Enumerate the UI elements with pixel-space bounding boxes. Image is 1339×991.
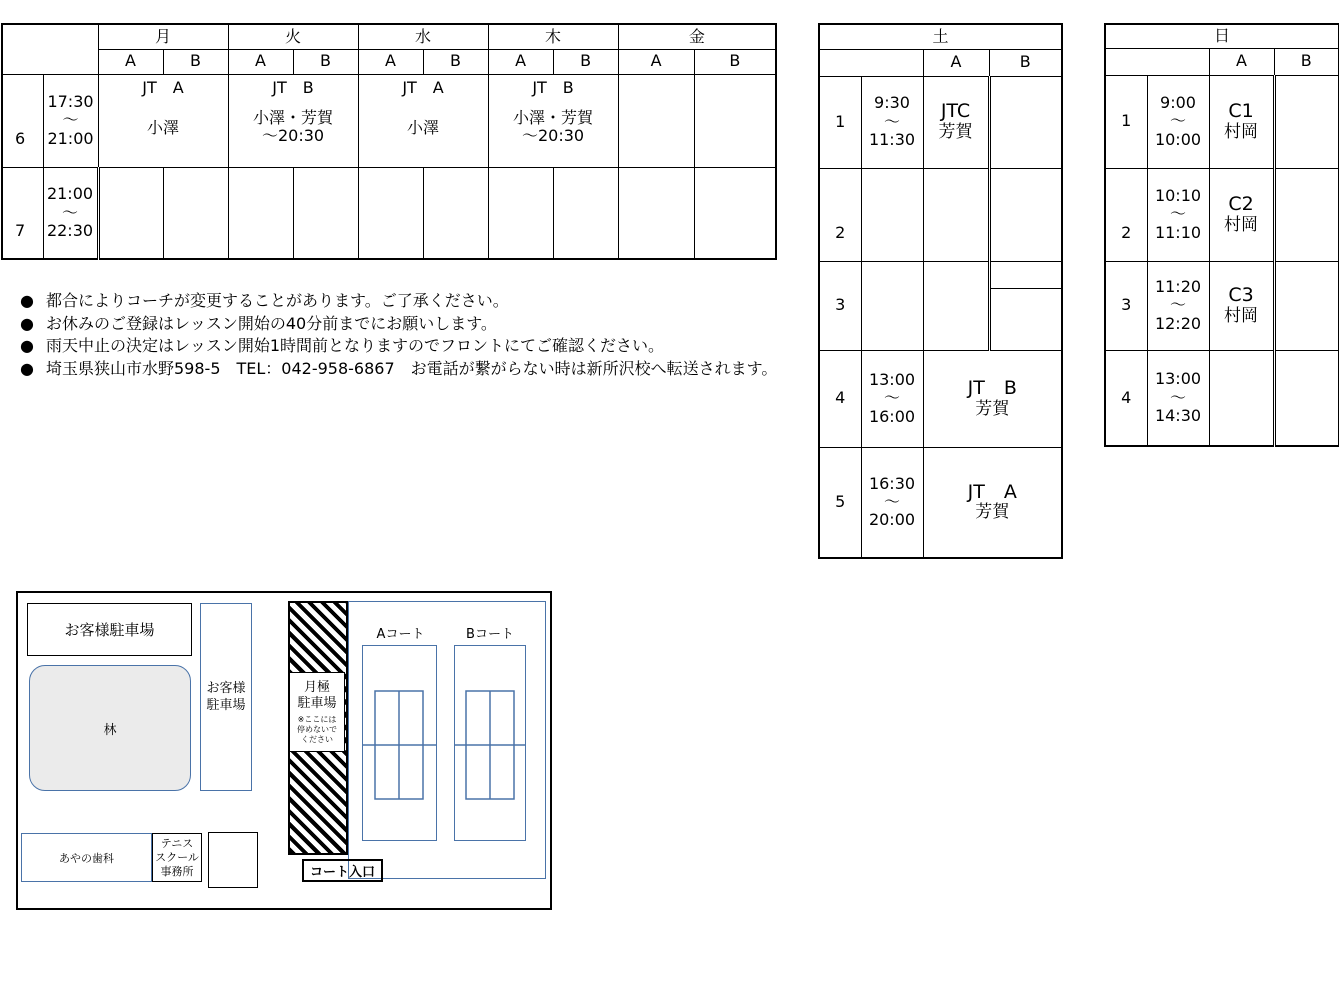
lesson-cell xyxy=(1209,168,1274,261)
time-tilde: ～ xyxy=(62,110,79,130)
lesson-code: C1 xyxy=(1228,99,1254,122)
corner-cell xyxy=(1105,48,1209,75)
court-b-label: Bコート xyxy=(466,627,514,642)
note-item: ● 都合によりコーチが変更することがあります。ご了承ください。 xyxy=(20,290,777,313)
empty-cell xyxy=(228,167,293,259)
time-start: 11:20 xyxy=(1154,276,1202,296)
day-header-thu: 木 xyxy=(488,24,618,49)
empty-cell xyxy=(553,167,618,259)
lesson-coach: 芳賀 xyxy=(975,398,1010,419)
time-start: 9:00 xyxy=(1160,92,1196,112)
court-entrance-label: コート入口 xyxy=(302,859,383,882)
court-header-a: A xyxy=(1209,48,1274,75)
note-item: ● 埼玉県狭山市水野598-5 TEL：042-958-6867 お電話が繋がらない時は新所沢校へ転送されます。 xyxy=(20,358,777,381)
lesson-cell-tue xyxy=(228,74,358,167)
notes-list xyxy=(20,290,777,380)
period-number: 2 xyxy=(1105,168,1147,261)
lesson-coach: 村岡 xyxy=(1224,121,1258,142)
court-header-b: B xyxy=(553,49,618,74)
time-start: 17:30 xyxy=(47,91,94,111)
empty-cell xyxy=(358,167,423,259)
empty-cell xyxy=(1274,350,1339,446)
court-header-a: A xyxy=(228,49,293,74)
time-start: 21:00 xyxy=(46,184,94,204)
lesson-code: JT A xyxy=(142,77,184,97)
bullet-icon: ● xyxy=(20,313,34,333)
lesson-code: C2 xyxy=(1228,192,1254,215)
period-number: 6 xyxy=(2,74,43,167)
time-tilde: ～ xyxy=(1169,387,1186,407)
lesson-end-time: ～20:30 xyxy=(521,126,585,146)
lesson-coach: 小澤 xyxy=(147,117,180,137)
time-start: 13:00 xyxy=(868,369,916,389)
time-end: 20:00 xyxy=(868,510,916,530)
court-a xyxy=(362,645,437,841)
time-end: 11:10 xyxy=(1154,222,1202,242)
time-end: 12:20 xyxy=(1154,313,1202,333)
bullet-icon: ● xyxy=(20,291,34,310)
court-header-a: A xyxy=(488,49,553,74)
lesson-coach: 芳賀 xyxy=(938,122,973,143)
lesson-coach: 村岡 xyxy=(1224,214,1258,235)
lesson-cell xyxy=(1209,261,1274,350)
empty-cell xyxy=(989,76,1062,168)
empty-cell xyxy=(423,167,488,259)
lesson-cell-wed xyxy=(358,74,488,167)
day-header-sat: 土 xyxy=(819,24,1062,49)
note-item: ● 雨天中止の決定はレッスン開始1時間前となりますのでフロントにてご確認ください。 xyxy=(20,335,777,358)
time-end: 11:30 xyxy=(868,130,916,150)
empty-cell xyxy=(618,74,694,167)
period-number: 5 xyxy=(819,447,861,558)
dental-clinic: あやの歯科 xyxy=(21,833,152,882)
court-header-b: B xyxy=(1274,48,1339,75)
time-end: 21:00 xyxy=(47,128,94,148)
lesson-coach: 芳賀 xyxy=(975,502,1010,523)
lesson-coach: 小澤・芳賀 xyxy=(513,107,594,127)
period-number: 3 xyxy=(1105,261,1147,350)
time-cell xyxy=(1147,261,1209,350)
empty-cell xyxy=(1274,75,1339,168)
lesson-code: JT B xyxy=(272,77,314,97)
empty-cell xyxy=(1209,350,1274,446)
time-start: 10:10 xyxy=(1154,185,1202,205)
lesson-code: JTC xyxy=(940,100,971,123)
empty-cell xyxy=(163,167,228,259)
period-number: 1 xyxy=(819,76,861,168)
time-end: 16:00 xyxy=(868,406,916,426)
lesson-cell-mon xyxy=(98,74,228,167)
empty-cell xyxy=(98,167,163,259)
time-start: 13:00 xyxy=(1154,369,1202,389)
period-number: 2 xyxy=(819,168,861,261)
court-header-a: A xyxy=(923,49,989,76)
tennis-school-office: テニス スクール 事務所 xyxy=(152,833,202,882)
corner-cell xyxy=(819,49,923,76)
day-header-sun: 日 xyxy=(1105,24,1339,48)
day-header-wed: 水 xyxy=(358,24,488,49)
period-number: 1 xyxy=(1105,75,1147,168)
time-start: 16:30 xyxy=(868,473,916,493)
time-end: 22:30 xyxy=(46,220,94,240)
empty-cell xyxy=(618,167,694,259)
empty-cell xyxy=(694,167,776,259)
day-header-tue: 火 xyxy=(228,24,358,49)
empty-cell xyxy=(923,261,989,350)
customer-parking-side: お客様 駐車場 xyxy=(200,603,252,791)
empty-cell xyxy=(488,167,553,259)
period-number: 3 xyxy=(819,261,861,350)
court-header-b: B xyxy=(423,49,488,74)
court-header-b: B xyxy=(989,49,1062,76)
lesson-cell xyxy=(923,76,989,168)
time-cell xyxy=(43,74,98,167)
lesson-cell xyxy=(923,447,1062,558)
court-header-b: B xyxy=(163,49,228,74)
court-a-label: Aコート xyxy=(376,627,425,642)
bullet-icon: ● xyxy=(20,336,34,355)
court-b-lines-icon xyxy=(454,645,526,841)
time-tilde: ～ xyxy=(883,111,900,131)
time-tilde: ～ xyxy=(61,202,78,222)
forest-area: 林 xyxy=(29,665,191,791)
court-header-a: A xyxy=(98,49,163,74)
access-map xyxy=(16,591,552,910)
empty-cell xyxy=(861,168,923,261)
time-cell xyxy=(861,350,923,447)
empty-cell xyxy=(1274,168,1339,261)
court-b xyxy=(454,645,526,841)
lesson-code: JT B xyxy=(532,77,574,97)
time-cell xyxy=(1147,75,1209,168)
court-header-a: A xyxy=(358,49,423,74)
empty-cell xyxy=(694,74,776,167)
time-tilde: ～ xyxy=(883,388,900,408)
time-tilde: ～ xyxy=(883,492,900,512)
day-header-fri: 金 xyxy=(618,24,776,49)
time-start: 9:30 xyxy=(874,93,910,113)
small-building xyxy=(208,832,258,888)
time-cell xyxy=(1147,350,1209,446)
weekday-schedule-table xyxy=(1,23,777,260)
lesson-end-time: ～20:30 xyxy=(261,126,325,146)
court-header-b: B xyxy=(293,49,358,74)
time-cell xyxy=(1147,168,1209,261)
time-cell xyxy=(861,447,923,558)
empty-cell xyxy=(1274,261,1339,350)
court-a-lines-icon xyxy=(362,645,437,841)
court-header-a: A xyxy=(618,49,694,74)
saturday-schedule-table xyxy=(818,23,1063,559)
empty-cell xyxy=(989,261,1062,350)
time-end: 14:30 xyxy=(1154,405,1202,425)
cell-divider xyxy=(991,262,1062,289)
lesson-code: C3 xyxy=(1228,283,1254,306)
lesson-code: JT B xyxy=(967,376,1017,399)
time-tilde: ～ xyxy=(1169,204,1186,224)
lesson-cell xyxy=(1209,75,1274,168)
lesson-cell-thu xyxy=(488,74,618,167)
empty-cell xyxy=(293,167,358,259)
corner-cell xyxy=(2,24,98,74)
lesson-cell xyxy=(923,350,1062,447)
empty-cell xyxy=(923,168,989,261)
time-cell xyxy=(43,167,98,259)
period-number: 4 xyxy=(1105,350,1147,446)
lesson-code: JT A xyxy=(402,77,444,97)
day-header-mon: 月 xyxy=(98,24,228,49)
lesson-coach: 村岡 xyxy=(1224,305,1258,326)
lesson-code: JT A xyxy=(967,480,1017,503)
period-number: 7 xyxy=(2,167,43,259)
period-number: 4 xyxy=(819,350,861,447)
empty-cell xyxy=(989,168,1062,261)
time-tilde: ～ xyxy=(1169,111,1186,131)
empty-cell xyxy=(861,261,923,350)
court-header-b: B xyxy=(694,49,776,74)
time-cell xyxy=(861,76,923,168)
monthly-parking-label: 月極 駐車場 ※ここには 停めないで ください xyxy=(289,672,345,752)
note-item: ● お休みのご登録はレッスン開始の40分前までにお願いします。 xyxy=(20,313,777,336)
sunday-schedule-table xyxy=(1104,23,1339,447)
time-end: 10:00 xyxy=(1154,129,1202,149)
bullet-icon: ● xyxy=(20,358,34,378)
time-tilde: ～ xyxy=(1169,295,1186,315)
lesson-coach: 小澤 xyxy=(407,117,440,137)
lesson-coach: 小澤・芳賀 xyxy=(253,107,334,127)
customer-parking-top: お客様駐車場 xyxy=(27,603,192,656)
